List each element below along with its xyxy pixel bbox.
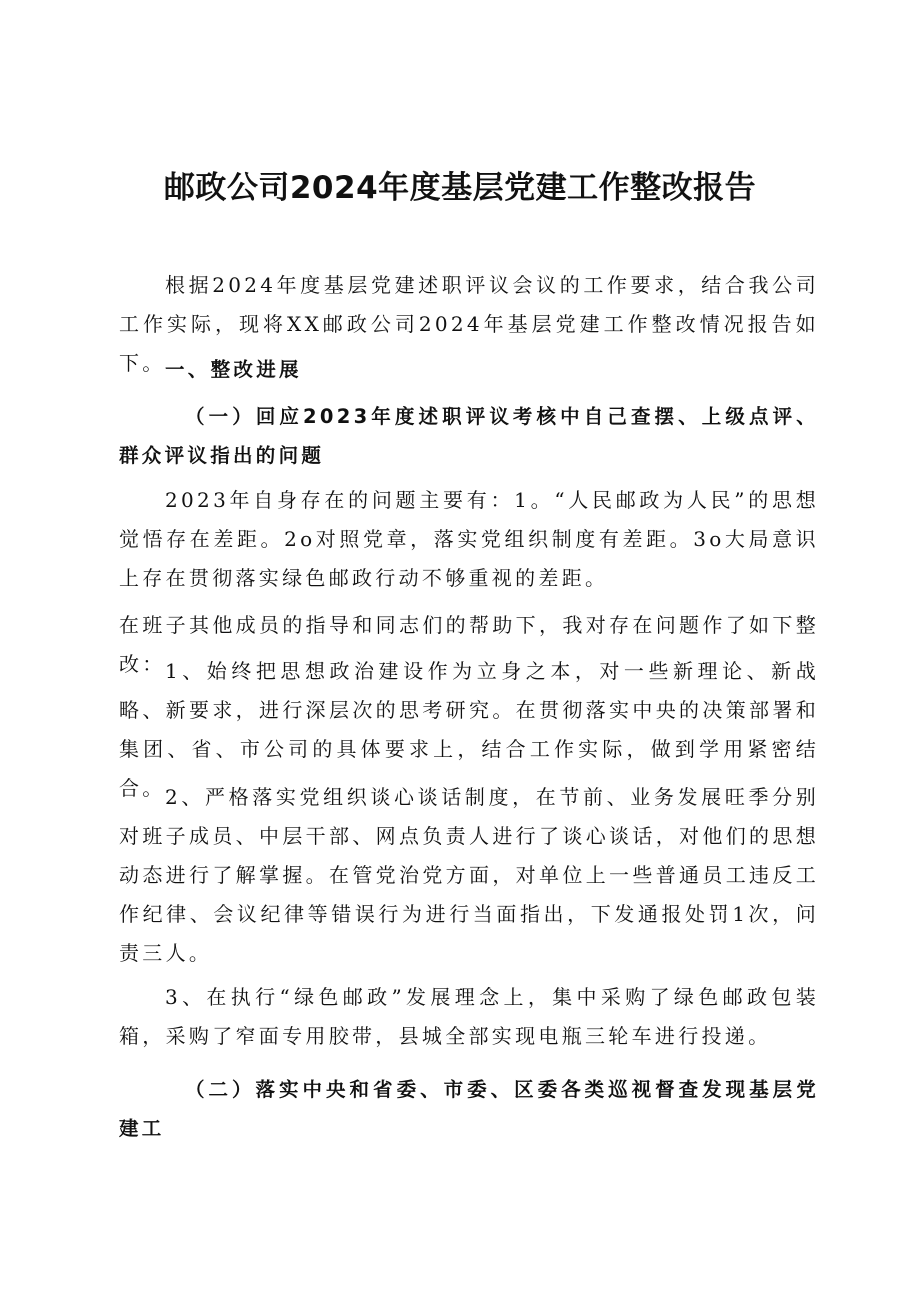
transition-paragraph: 在班子其他成员的指导和同志们的帮助下，我对存在问题作了如下整改： bbox=[119, 613, 819, 676]
rectification-item-2: 2、严格落实党组织谈心谈话制度，在节前、业务发展旺季分别对班子成员、中层干部、网点负责人进行了谈心谈话，对他们的思想动态进行了解掌握。在管党治党方面，对单位上一些普通员工违反工作纪律、会议纪律等错误行为进行当面指出，下发通报处罚1次，问责三人。 bbox=[119, 785, 819, 965]
subsection-heading-2: （二）落实中央和省委、市委、区委各类巡视督查发现基层党建工 bbox=[119, 1078, 819, 1140]
rectification-item-3: 3、在执行“绿色邮政”发展理念上，集中采购了绿色邮政包装箱，采购了窄面专用胶带，县城全部实现电瓶三轮车进行投递。 bbox=[119, 985, 819, 1048]
problems-paragraph: 2023年自身存在的问题主要有：1。“人民邮政为人民”的思想觉悟存在差距。2o对照党章，落实党组织制度有差距。3o大局意识上存在贯彻落实绿色邮政行动不够重视的差距。 bbox=[119, 488, 819, 590]
rectification-item-1: 1、始终把思想政治建设作为立身之本，对一些新理论、新战略、新要求，进行深层次的思考研究。在贯彻落实中央的决策部署和集团、省、市公司的具体要求上，结合工作实际，做到学用紧密结合。 bbox=[119, 659, 819, 800]
section-heading-progress: 一、整改进展 bbox=[165, 358, 302, 381]
subsection-heading-1: （一）回应2023年度述职评议考核中自己查摆、上级点评、群众评议指出的问题 bbox=[119, 405, 819, 467]
document-title: 邮政公司2024年度基层党建工作整改报告 bbox=[163, 170, 757, 206]
intro-paragraph: 根据2024年度基层党建述职评议会议的工作要求，结合我公司工作实际，现将XX邮政公司2024年基层党建工作整改情况报告如下。 bbox=[119, 273, 819, 375]
